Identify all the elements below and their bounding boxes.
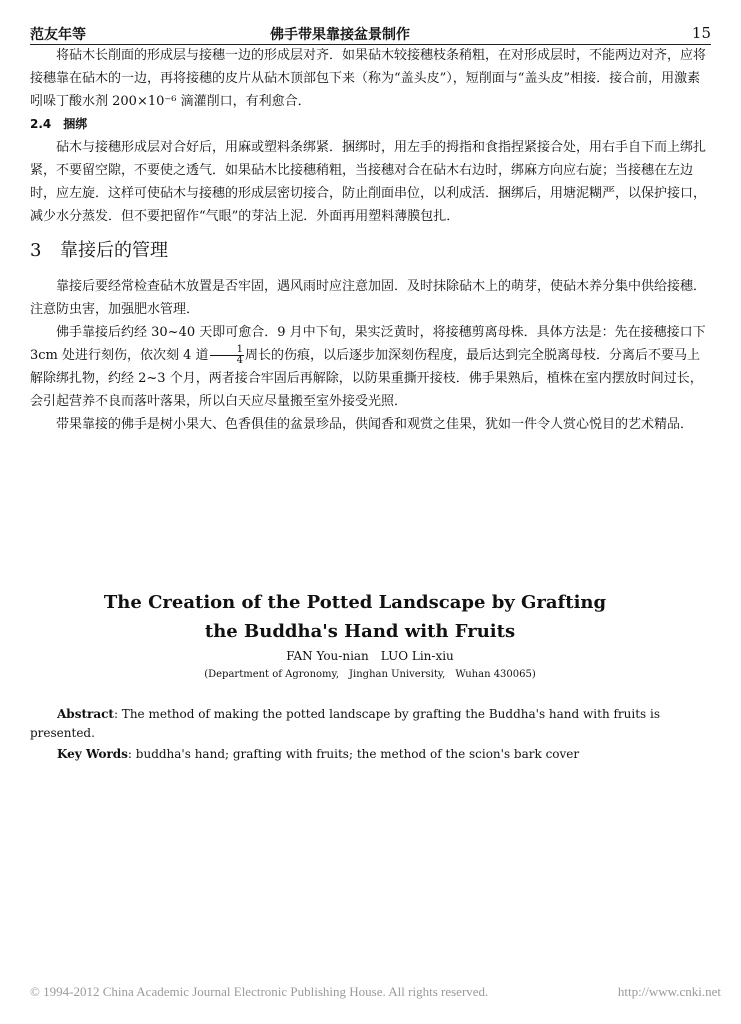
section-3-number: 3 <box>30 240 42 261</box>
english-title-line-2: the Buddha's Hand with Fruits <box>204 621 516 642</box>
paragraph-4 <box>30 321 710 413</box>
abstract-label: Abstract <box>57 707 114 721</box>
fraction-denominator: 4 <box>236 355 243 366</box>
paragraph-5: 带果靠接的佛手是树小果大、色香俱佳的盆景珍品，供闻香和观赏之佳果，犹如一件令人赏心悦目的艺术精品． <box>56 417 694 432</box>
copyright-text: © 1994-2012 China Academic Journal Electronic Publishing House. All rights reserved. <box>30 984 489 999</box>
paragraph-1: 将砧木长削面的形成层与接穗一边的形成层对齐．如果砧木较接穗枝条稍粗，在对形成层时，不能两边对齐，应将接穗靠在砧木的一边，再将接穗的皮片从砧木顶部包下来（称为“盖头皮”），短削面与“盖头皮”相接．接合前，用激素吲哚丁酸水剂 200×10⁻⁶ 滴灌削口，有利愈合． <box>30 48 707 109</box>
keywords-label: Key Words <box>57 747 128 761</box>
paragraph-4-part-b: 周长的伤痕，以后逐步加深刻伤程度，最后达到完全脱离母枝．分离后不要马上解除绑扎物，约经 2~3 个月，两者接合牢固后再解除，以防果重撕开接枝．佛手果熟后，植株在室内摆放时间过长，会引起营养不良而落叶落果，所以白天应尽量搬至室外接受光照． <box>30 348 703 409</box>
header-running-title: 佛手带果靠接盆景制作 <box>270 27 410 43</box>
abstract-text: : The method of making the potted landscape by grafting the Buddha's hand with fruits is presented. <box>30 707 661 740</box>
paragraph-3: 靠接后要经常检查砧木放置是否牢固，遇风雨时应注意加固．及时抹除砧木上的萌芽，使砧木养分集中供给接穗．注意防虫害，加强肥水管理． <box>30 279 707 317</box>
running-header <box>30 22 711 45</box>
paragraph-2: 砧木与接穗形成层对合好后，用麻或塑料条绑紧．捆绑时，用左手的拇指和食指捏紧接合处，用右手自下而上绑扎紧，不要留空隙，不要使之透气．如果砧木比接穗稍粗，当接穗对合在砧木右边时，绑麻方向应右旋；当接穗在左边时，应左旋．这样可使砧木与接穗的形成层密切接合，防止削面串位，以利成活．捆绑后，用塘泥糊严，以保护接口，减少水分蒸发．但不要把留作“气眼”的芽沾上泥．外面再用塑料薄膜包扎． <box>30 140 707 224</box>
paragraph-4-part-a: 佛手靠接后约经 30~40 天即可愈合．9 月中下旬，果实泛黄时，将接穗剪离母株．具体方法是：先在接穗接口下 3cm 处进行刻伤，依次刻 4 道 <box>30 325 706 363</box>
footer-url[interactable]: http://www.cnki.net <box>617 984 721 999</box>
english-keywords <box>30 745 710 764</box>
fraction-numerator: 1 <box>210 345 244 356</box>
keywords-text: : buddha's hand; grafting with fruits; the method of the scion's bark cover <box>127 747 580 761</box>
fraction-one-quarter <box>210 345 244 366</box>
english-title-line-1: The Creation of the Potted Landscape by Grafting <box>103 592 607 613</box>
english-affiliation: (Department of Agronomy, Jinghan University, Wuhan 430065) <box>204 669 536 680</box>
copyright-footer <box>30 984 721 1000</box>
english-abstract <box>30 705 710 743</box>
section-3-title: 靠接后的管理 <box>60 240 168 261</box>
english-authors: FAN You-nian LUO Lin-xiu <box>286 649 454 663</box>
english-abstract-block <box>30 588 710 764</box>
section-2-4-heading: 2.4 捆绑 <box>30 117 88 131</box>
header-authors: 范友年等 <box>30 27 86 43</box>
section-3-heading <box>30 237 710 265</box>
chinese-body <box>30 44 710 436</box>
page-number: 15 <box>691 24 711 42</box>
